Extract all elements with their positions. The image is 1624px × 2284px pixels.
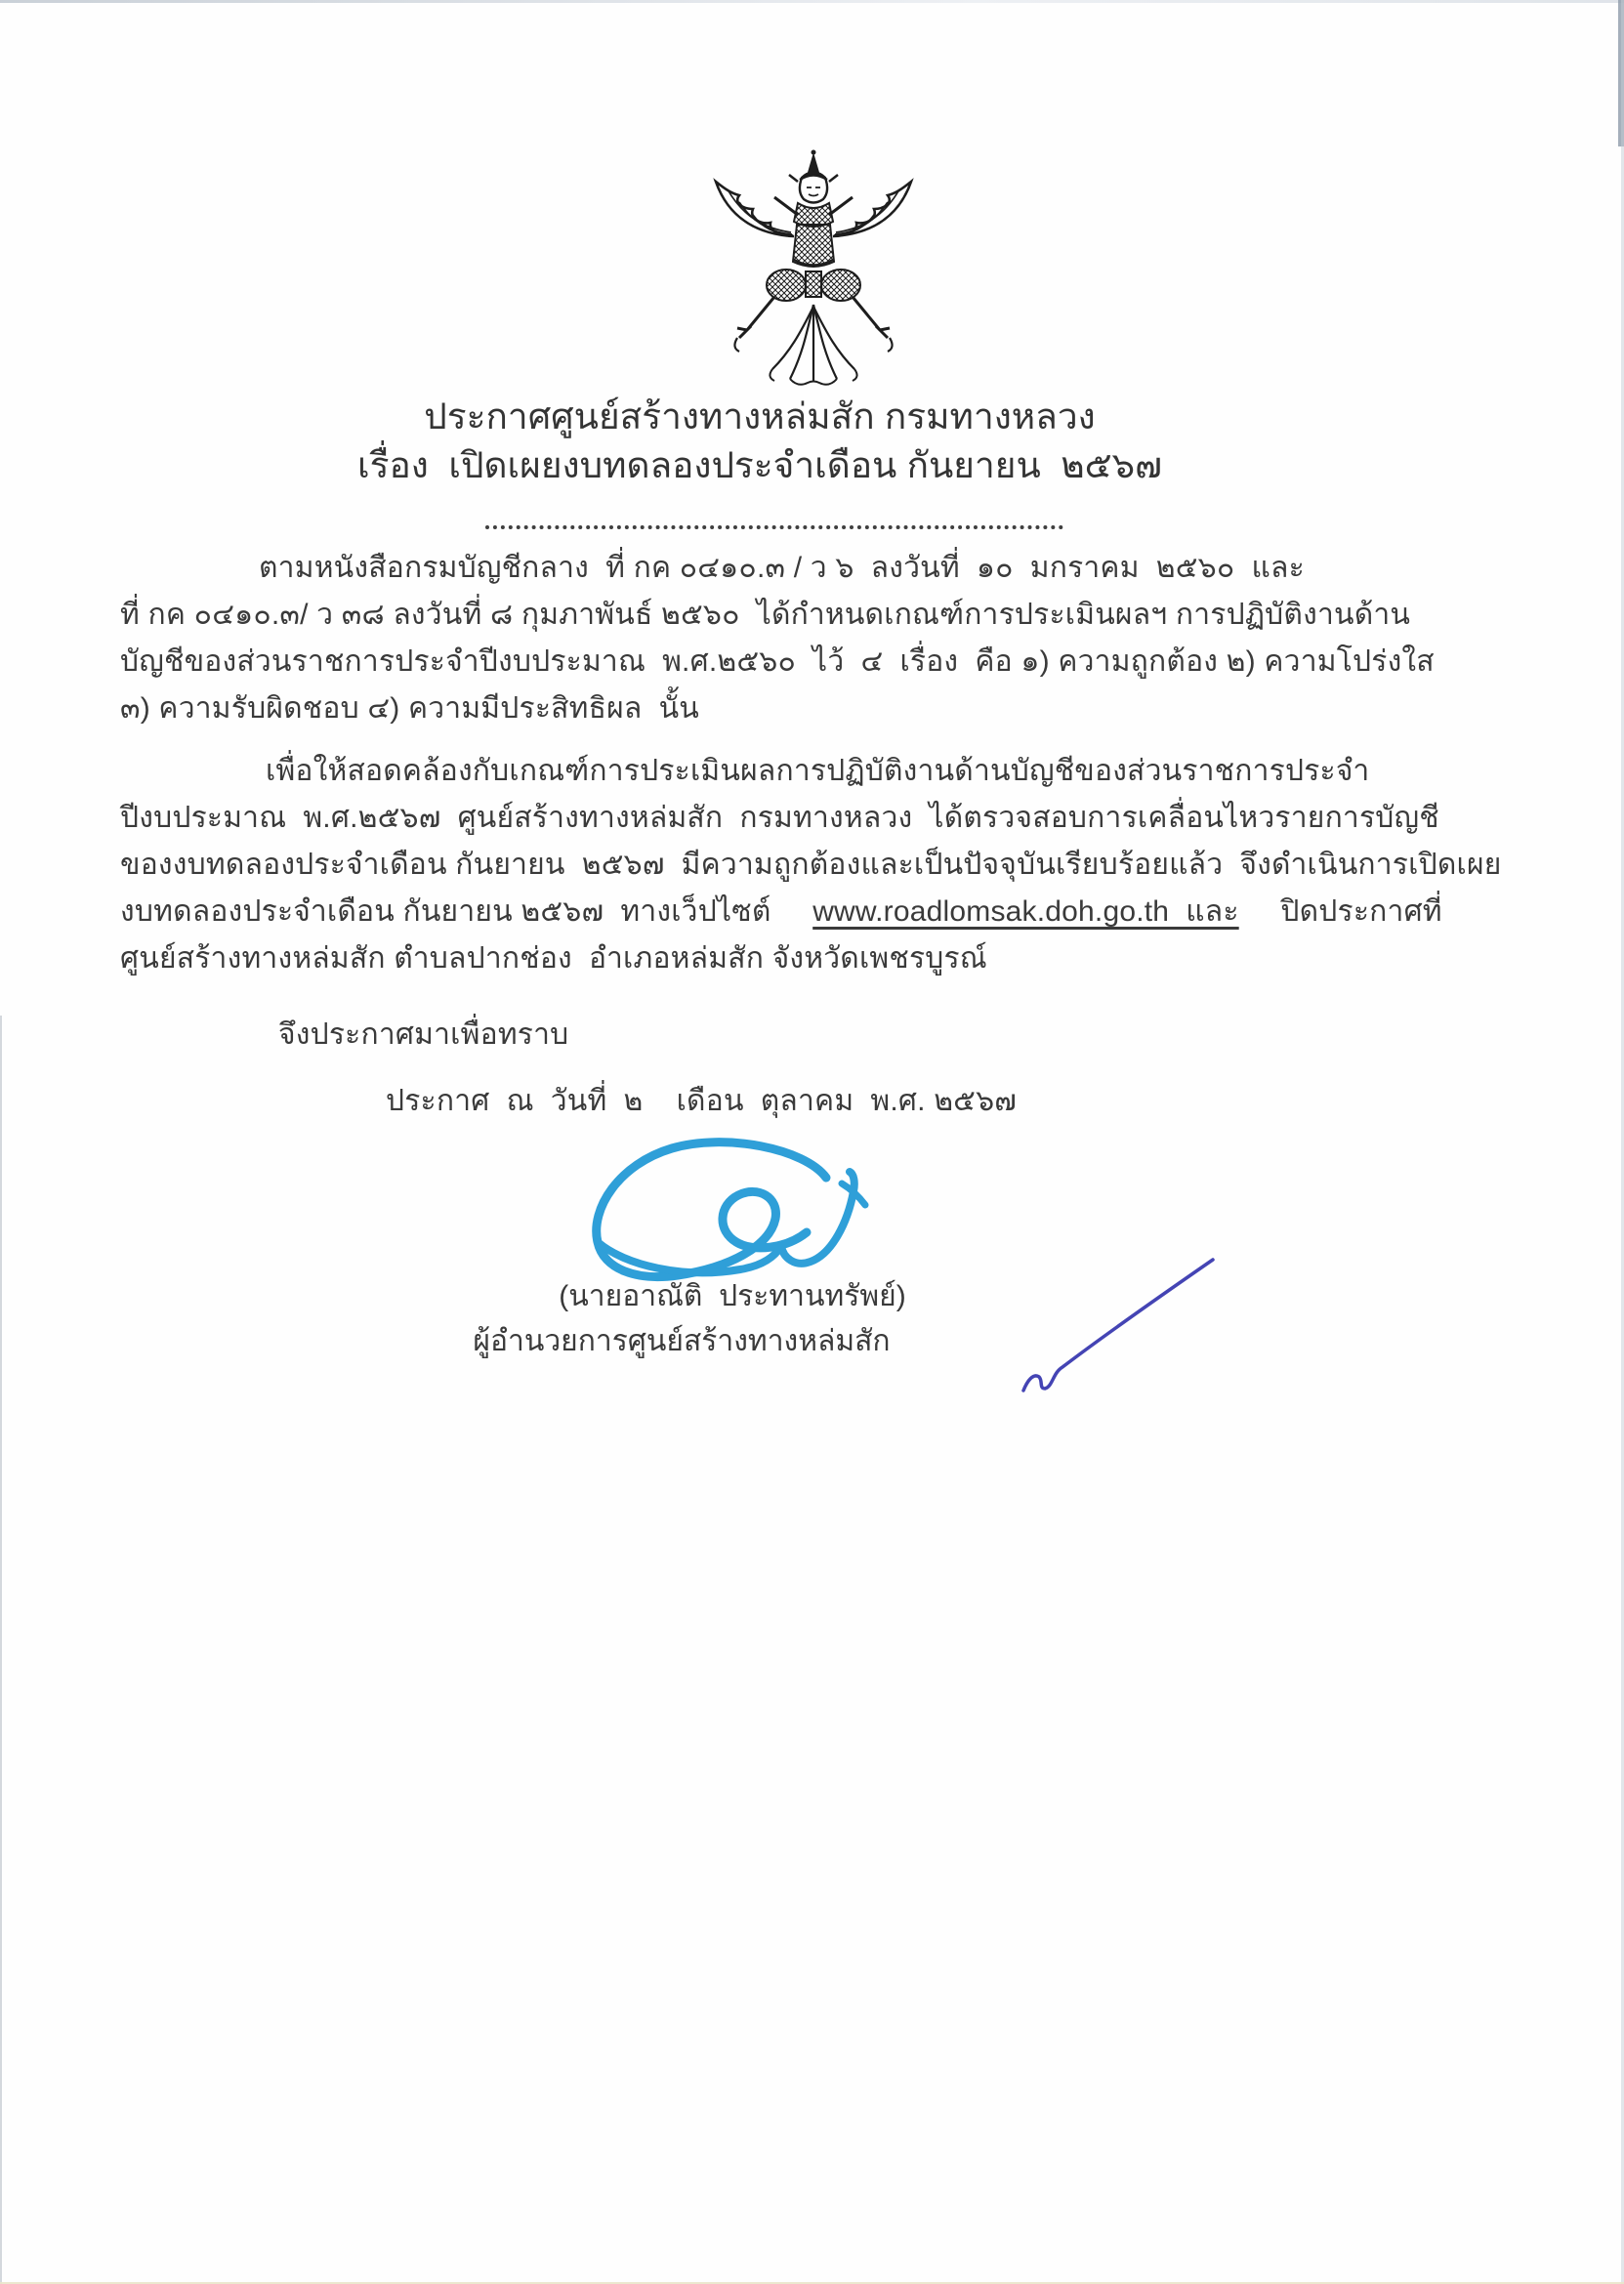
paragraph1-line1: ตามหนังสือกรมบัญชีกลาง ที่ กค ๐๔๑๐.๓ / ว ๖ ลงวันที่ ๑๐ มกราคม ๒๕๖๐ และ [259, 552, 1305, 584]
pen-squiggle [1023, 1260, 1213, 1391]
closing-line: จึงประกาศมาเพื่อทราบ [278, 1018, 569, 1051]
paragraph2-line3: ของงบทดลองประจำเดือน กันยายน ๒๕๖๗ มีความถูกต้องและเป็นปัจจุบันเรียบร้อยแล้ว จึงดำเนินการเปิดเผย [120, 849, 1502, 881]
signer-title: ผู้อำนวยการศูนย์สร้างทางหล่มสัก [473, 1325, 891, 1357]
paragraph1-line2: ที่ กค ๐๔๑๐.๓/ ว ๓๘ ลงวันที่ ๘ กุมภาพันธ์ ๒๕๖๐ ได้กำหนดเกณฑ์การประเมินผลฯ การปฏิบัติงานด้าน [120, 599, 1411, 631]
signature-accent-stroke [842, 1184, 865, 1205]
document-title: ประกาศศูนย์สร้างทางหล่มสัก กรมทางหลวง [424, 396, 1096, 436]
paragraph2-line2: ปีงบประมาณ พ.ศ.๒๕๖๗ ศูนย์สร้างทางหล่มสัก กรมทางหลวง ได้ตรวจสอบการเคลื่อนไหวรายการบัญชี [120, 802, 1439, 834]
date-line: ประกาศ ณ วันที่ ๒ เดือน ตุลาคม พ.ศ. ๒๕๖๗ [386, 1085, 1018, 1117]
paragraph2-line4-tail: ปิดประกาศที่ [1238, 895, 1442, 928]
website-link[interactable]: www.roadlomsak.doh.go.th และ [812, 895, 1239, 928]
scan-edge-top [0, 0, 1624, 3]
signature-stroke [597, 1142, 826, 1277]
scan-edge-left [0, 1016, 2, 2284]
signer-name: (นายอาณัติ ประทานทรัพย์) [559, 1280, 906, 1312]
paragraph1-line4: ๓) ความรับผิดชอบ ๔) ความมีประสิทธิผล นั้น [120, 692, 699, 725]
paragraph2-line4-text: งบทดลองประจำเดือน กันยายน ๒๕๖๗ ทางเว็ปไซต์ [120, 895, 813, 928]
signature-stroke-tail [598, 1172, 854, 1272]
paragraph2-line1: เพื่อให้สอดคล้องกับเกณฑ์การประเมินผลการปฏิบัติงานด้านบัญชีของส่วนราชการประจำ [266, 755, 1370, 787]
paragraph2-line4 [120, 891, 1442, 934]
subject-line: เรื่อง เปิดเผยงบทดลองประจำเดือน กันยายน ๒๕๖๗ [356, 445, 1162, 485]
paragraph1-line3: บัญชีของส่วนราชการประจำปีงบประมาณ พ.ศ.๒๕๖๐ ไว้ ๔ เรื่อง คือ ๑) ความถูกต้อง ๒) ความโปร่งใส [120, 645, 1435, 678]
paragraph2-line5: ศูนย์สร้างทางหล่มสัก ตำบลปากช่อง อำเภอหล่มสัก จังหวัดเพชรบูรณ์ [120, 942, 987, 975]
garuda-emblem-icon [696, 146, 931, 393]
dotted-separator [485, 510, 1063, 529]
